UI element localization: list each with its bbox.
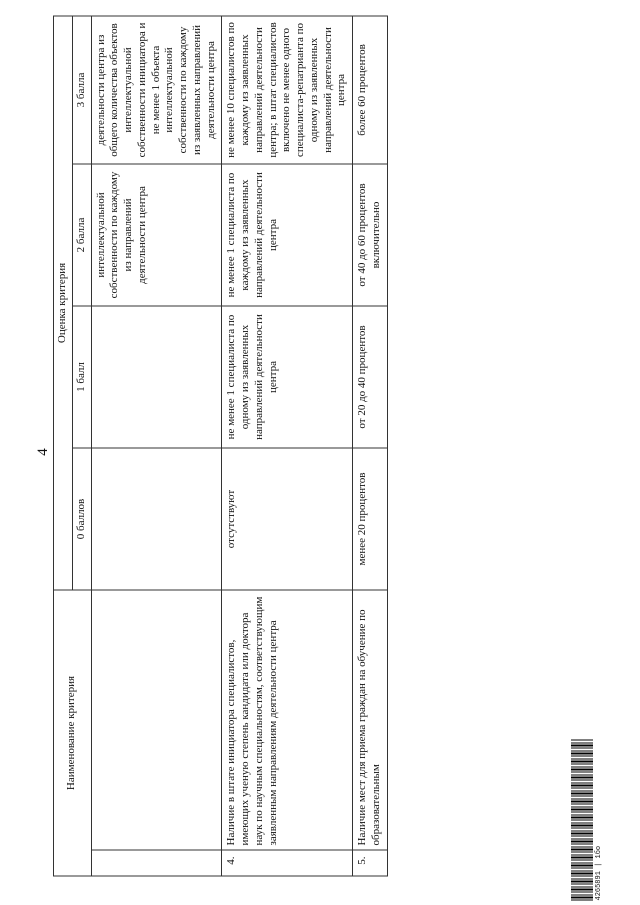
row-score-3: более 60 процентов [353, 16, 388, 164]
criteria-table [53, 15, 388, 876]
header-1-point: 1 балл [72, 306, 91, 448]
row-number: 4. [222, 850, 353, 876]
row-score-2: не менее 1 специалиста по каждому из заявленных направлений деятельности центра [222, 164, 353, 306]
table-row [91, 16, 222, 876]
header-3-points: 3 балла [72, 16, 91, 164]
header-score: Оценка критерия [54, 16, 73, 590]
row-score-0 [91, 448, 222, 590]
row-score-0: менее 20 процентов [353, 448, 388, 590]
row-score-0: отсутствуют [222, 448, 353, 590]
row-score-1 [91, 306, 222, 448]
barcode [571, 739, 593, 901]
row-score-3: деятельности центра из общего количества объектов интеллектуальной собственности инициатора и не менее 1 объекта интеллектуальной собственности по каждому из заявленных направлений деятельности центра [91, 16, 222, 164]
table-row [222, 16, 353, 876]
row-criterion [91, 590, 222, 850]
row-criterion: Наличие мест для приема граждан на обучение по образовательным [353, 590, 388, 850]
header-0-points: 0 баллов [72, 448, 91, 590]
table-row [353, 16, 388, 876]
header-2-points: 2 балла [72, 164, 91, 306]
row-number: 5. [353, 850, 388, 876]
row-score-3: не менее 10 специалистов по каждому из заявленных направлений деятельности центра; в штат специалистов включено не менее одного специалиста-репатрианта по одному из заявленных направлений деятельности центра [222, 16, 353, 164]
row-number [91, 850, 222, 876]
page-number: 4 [35, 448, 51, 456]
row-criterion: Наличие в штате инициатора специалистов, имеющих ученую степень кандидата или доктора наук по научным специальностям, соответствующим заявленным направлениям деятельности центра [222, 590, 353, 850]
barcode-text: 4265891 | 1бо [595, 845, 603, 901]
row-score-1: не менее 1 специалиста по одному из заявленных направлений деятельности центра [222, 306, 353, 448]
row-score-2: от 40 до 60 процентов включительно [353, 164, 388, 306]
row-score-2: интеллектуальной собственности по каждому из направлений деятельности центра [91, 164, 222, 306]
header-criterion-name: Наименование критерия [54, 590, 92, 876]
row-score-1: от 20 до 40 процентов [353, 306, 388, 448]
